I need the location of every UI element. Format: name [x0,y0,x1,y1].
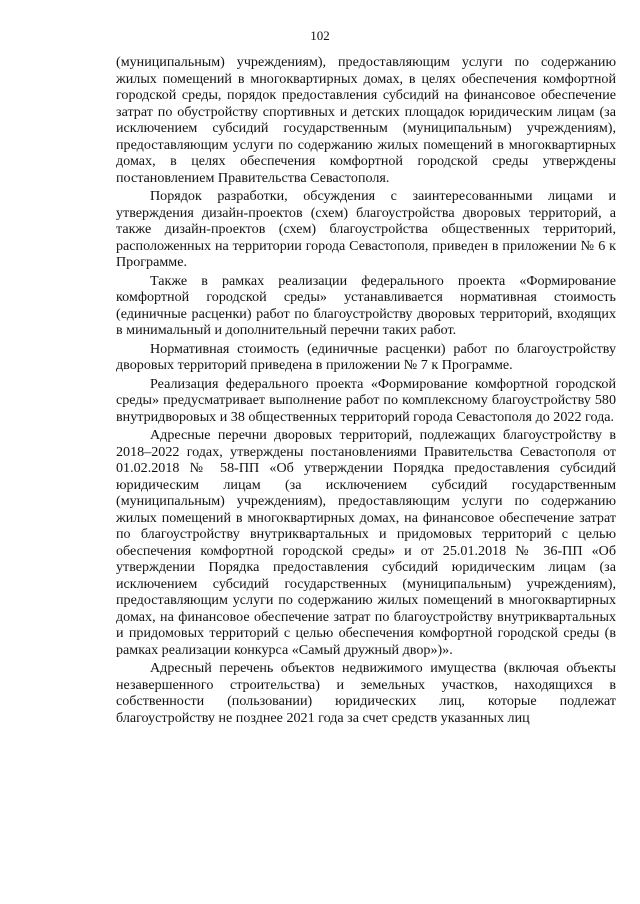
paragraph-address-lists: Адресные перечни дворовых территорий, подлежащих благоустройству в 2018–2022 годах, утверждены постановлениями Правительства Севастополя от 01.02.2018 № 58-ПП «Об утверждении Порядка предоставления субсидий юридическим лицам (за исключением субсидий государственным (муниципальным) учреждениям), предоставляющим услуги по содержанию жилых помещений в многоквартирных домах, на финансовое обеспечение затрат по благоустройству внутриквартальных и придомовых территорий с целью обеспечения комфортной городской среды» и от 25.01.2018 № 36-ПП «Об утверждении Порядка предоставления субсидий юридическим лицам (за исключением субсидий государственных (муниципальным) учреждениям), предоставляющим услуги по содержанию жилых помещений в многоквартирных домах, на финансовое обеспечение затрат по благоустройству внутриквартальных и придомовых территорий с целью обеспечения комфортной городской среды (в рамках реализации конкурса «Самый дружный двор»)». [116,427,616,658]
paragraph-design-projects-procedure: Порядок разработки, обсуждения с заинтересованными лицами и утверждения дизайн-проектов (схем) благоустройства дворовых территорий, а также дизайн-проектов (схем) благоустройства общественных территорий, расположенных на территории города Севастополя, приведен в приложении № 6 к Программе. [116,188,616,270]
page-number: 102 [310,28,330,43]
paragraph-continuation: (муниципальным) учреждениям), предоставляющим услуги по содержанию жилых помещений в многоквартирных домах, в целях обеспечения комфортной городской среды, порядок предоставления субсидий на финансовое обеспечение затрат по обустройству спортивных и детских площадок юридическим лицам (за исключением субсидий государственным (муниципальным) учреждениям), предоставляющим услуги по содержанию жилых помещений в многоквартирных домах, в целях обеспечения комфортной городской среды утверждены постановлением Правительства Севастополя. [116,54,616,186]
document-body [116,54,616,728]
paragraph-project-scope: Реализация федерального проекта «Формирование комфортной городской среды» предусматривает выполнение работ по комплексному благоустройству 580 внутридворовых и 38 общественных территорий города Севастополя до 2022 года. [116,375,616,425]
paragraph-normative-cost: Также в рамках реализации федерального проекта «Формирование комфортной городской среды» устанавливается нормативная стоимость (единичные расценки) работ по благоустройству дворовых территорий, входящих в минимальный и дополнительный перечни таких работ. [116,272,616,338]
paragraph-appendix-7-reference: Нормативная стоимость (единичные расценки) работ по благоустройству дворовых территорий приведена в приложении № 7 к Программе. [116,340,616,373]
paragraph-real-estate-list: Адресный перечень объектов недвижимого имущества (включая объекты незавершенного строительства) и земельных участков, находящихся в собственности (пользовании) юридических лиц, которые подлежат благоустройству не позднее 2021 года за счет средств указанных лиц [116,660,616,726]
